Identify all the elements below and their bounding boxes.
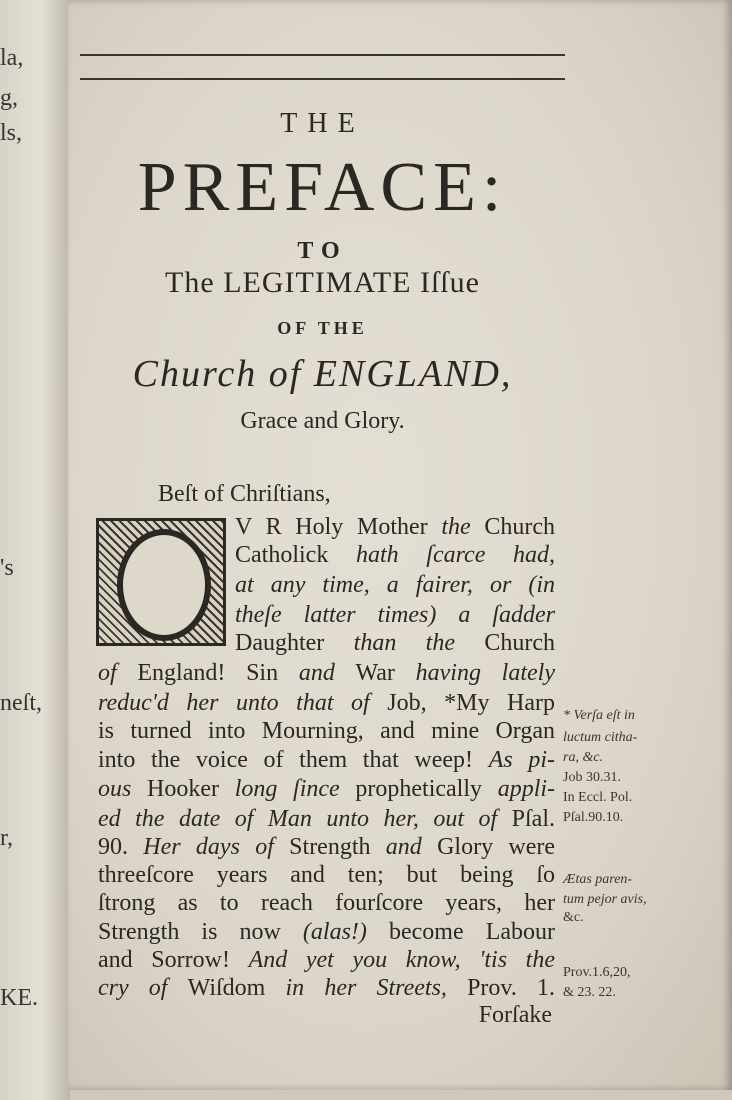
margin-note: Job 30.31.: [563, 770, 621, 785]
dropcap-letter: [117, 529, 211, 641]
facing-page-edge: [0, 0, 70, 1100]
text-segment: Daughter: [235, 630, 354, 656]
text-segment: ed the date of Man unto her, out of: [98, 806, 512, 832]
margin-note: luctum citha-: [563, 730, 638, 745]
text-segment: appli-: [497, 776, 556, 802]
margin-note: In Eccl. Pol.: [563, 790, 633, 805]
text-segment: at any time, a fairer, or (in: [235, 572, 555, 598]
text-segment: ſtrong as to reach fourſcore years, her: [98, 890, 555, 916]
text-line: [235, 629, 555, 657]
text-segment: Prov. 1.: [467, 975, 556, 1001]
text-line: [98, 833, 555, 861]
text-segment: Her days of: [143, 834, 290, 860]
text-line: [98, 974, 555, 1002]
text-line: [98, 689, 555, 717]
text-segment: and: [385, 834, 438, 860]
heading-preface: PREFACE:: [137, 149, 508, 226]
text-line: [98, 889, 555, 917]
text-line: [98, 918, 555, 946]
text-segment: Pſal.: [511, 806, 555, 832]
text-line: [98, 746, 555, 774]
text-segment: is turned into Mourning, and mine Organ: [98, 718, 555, 744]
margin-note: Pſal.90.10.: [563, 810, 624, 825]
text-line: [98, 717, 555, 745]
text-line: [235, 541, 555, 569]
heading-the: THE: [280, 108, 365, 139]
text-segment: than the: [353, 630, 485, 656]
text-segment: having lately: [415, 660, 555, 686]
text-line: [98, 861, 555, 889]
text-line: [235, 513, 555, 541]
text-segment: hath ſcarce had,: [355, 542, 555, 568]
text-segment: And yet you know, 'tis the: [248, 947, 556, 973]
margin-note: Ætas paren-: [563, 872, 633, 887]
text-segment: England! Sin: [137, 660, 299, 686]
text-segment: theſe latter times) a ſadder: [235, 602, 555, 628]
text-segment: 90.: [98, 834, 144, 860]
text-segment: Church: [484, 630, 555, 656]
decorated-initial-o: [96, 518, 226, 646]
margin-note: Prov.1.6,20,: [563, 965, 631, 980]
text-segment: and: [298, 660, 356, 686]
text-segment: of: [98, 660, 138, 686]
text-segment: become Labour: [389, 919, 556, 945]
text-segment: Glory were: [437, 834, 556, 860]
text-line: [98, 775, 555, 803]
salutation: Beſt of Chriſtians,: [158, 481, 331, 507]
heading-church-of-england: Church of ENGLAND,: [132, 353, 513, 395]
margin-note: &c.: [563, 910, 584, 925]
text-segment: and Sorrow!: [98, 947, 249, 973]
heading-to: TO: [297, 238, 348, 264]
text-segment: reduc'd her unto that of: [98, 690, 388, 716]
text-line: [98, 805, 555, 833]
text-line: [235, 601, 555, 629]
text-segment: Wiſdom: [187, 975, 286, 1001]
facing-page-fragment: g,: [0, 85, 18, 111]
text-segment: Strength is now: [98, 919, 303, 945]
text-segment: long ſince: [234, 776, 356, 802]
text-segment: threeſcore years and ten; but being ſo: [98, 862, 555, 888]
heading-legitimate-issue: The LEGITIMATE Iſſue: [165, 266, 480, 299]
facing-page-fragment: 's: [0, 555, 14, 581]
margin-note: ra, &c.: [563, 750, 604, 765]
text-segment: Strength: [289, 834, 386, 860]
text-segment: As pi-: [488, 747, 555, 773]
text-segment: in her Streets,: [285, 975, 468, 1001]
facing-page-fragment: KE.: [0, 985, 38, 1011]
text-segment: Job, *My Harp: [387, 690, 556, 716]
facing-page-fragment: neſt,: [0, 690, 42, 716]
header-rule: [80, 78, 565, 80]
text-segment: ous: [98, 776, 148, 802]
text-segment: prophetically: [355, 776, 498, 802]
facing-page-fragment: ls,: [0, 120, 23, 146]
heading-of-the: OF THE: [277, 318, 368, 338]
margin-note: * Verſa eſt in: [563, 708, 635, 723]
text-line: [235, 571, 555, 599]
text-segment: the: [441, 514, 485, 540]
text-segment: cry of: [98, 975, 188, 1001]
margin-note: tum pejor avis,: [563, 892, 647, 907]
header-rule: [80, 54, 565, 56]
text-segment: V R Holy Mother: [235, 514, 442, 540]
text-segment: Church: [484, 514, 555, 540]
text-segment: into the voice of them that weep!: [98, 747, 489, 773]
facing-page-fragment: r,: [0, 825, 14, 851]
text-segment: (alas!): [302, 919, 389, 945]
facing-page-fragment: la,: [0, 45, 24, 71]
text-line: [98, 946, 555, 974]
margin-note: & 23. 22.: [563, 985, 616, 1000]
text-line: [98, 659, 555, 687]
text-segment: Catholick: [235, 542, 356, 568]
catchword: Forſake: [478, 1002, 552, 1028]
text-segment: Hooker: [147, 776, 235, 802]
text-segment: War: [355, 660, 416, 686]
heading-grace-and-glory: Grace and Glory.: [240, 408, 405, 434]
